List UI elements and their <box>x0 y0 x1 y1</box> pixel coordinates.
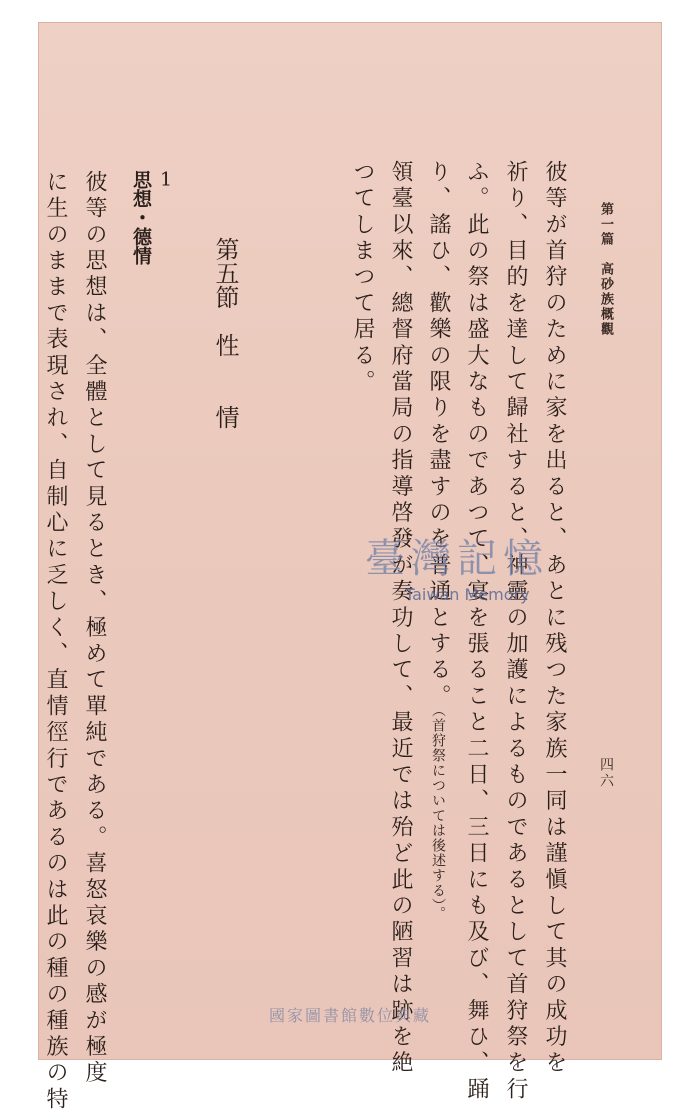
subsection-line-1: 彼等の思想は、全體として見るとき、極めて單純である。喜怒哀樂の感が極度 <box>82 170 107 1087</box>
page-number: 四六 <box>598 757 614 789</box>
subsection-number: 1 <box>159 170 173 189</box>
text-line-4-main: り、謠ひ、歡樂の限りを盡すのを普通とする。 <box>426 160 451 711</box>
subsection-line-2: に生のままで表現され、自制心に乏しく、直情徑行であるのは此の種の種族の特 <box>43 170 68 1113</box>
footnote-reference: （首狩祭については後述する）。 <box>430 710 446 922</box>
section-title: 第五節 性 情 <box>211 237 239 429</box>
subsection-heading <box>128 170 177 265</box>
text-line-1: 彼等が首狩のために家を出ると、あとに残つた家族一同は謹愼して其の成功を <box>542 160 567 1078</box>
library-footer: 國家圖書館數位典藏 <box>268 1006 431 1025</box>
watermark-english: Taiwan Memory <box>405 585 530 604</box>
text-line-3: ふ。此の祭は盛大なものであつて、宴を張ること二日、三日にも及び、舞ひ、踊 <box>464 160 489 1104</box>
text-line-2: 祈り、目的を達して歸社すると、神靈の加護によるものであるとして首狩祭を行 <box>503 160 528 1104</box>
watermark-chinese: 臺灣記憶 <box>365 536 549 582</box>
subsection-title: 思想・德情 <box>130 170 152 265</box>
running-title: 第一篇 高砂族概觀 <box>598 202 613 337</box>
text-line-5: 領臺以來、總督府當局の指導啓發が奏功して、最近では殆ど此の陋習は跡を絶 <box>388 160 413 1078</box>
taiwan-memory-watermark <box>365 527 575 612</box>
text-line-6: つてしまつて居る。 <box>350 160 375 396</box>
